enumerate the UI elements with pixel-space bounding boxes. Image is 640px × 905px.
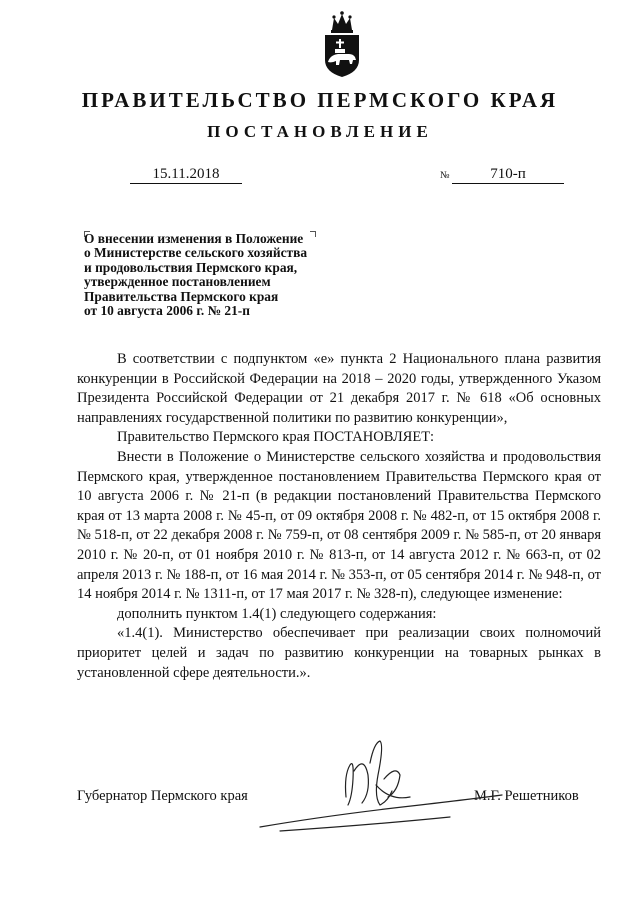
signatory-name: М.Г. Решетников [474,788,579,804]
body-paragraph-amendment: Внести в Положение о Министерстве сельского хозяйства и продовольствия Пермского края, утвержденное постановлением Правительства Пермского края от 10 августа 2006 г. № 21-п (в редакции постановлений Правительства Пермского края от 13 марта 2008 г. № 45-п, от 09 октября 2008 г. № 482-п, от 15 октября 2008 г. № 518-п, от 22 декабря 2008 г. № 759-п, от 08 сентября 2009 г. № 585-п, от 20 января 2010 г. № 20-п, от 01 ноября 2010 г. № 813-п, от 14 августа 2012 г. № 663-п, от 02 апреля 2013 г. № 188-п, от 16 мая 2014 г. № 353-п, от 05 сентября 2014 г. № 948-п, от 14 ноября 2014 г. № 1311-п, от 17 мая 2017 г. № 328-п), следующее изменение: [77,448,601,603]
government-title: ПРАВИТЕЛЬСТВО ПЕРМСКОГО КРАЯ [81,88,559,112]
subject-line: О внесении изменения в Положение [84,231,304,246]
subject-line: и продовольствия Пермского края, [84,259,298,275]
subject-line: от 10 августа 2006 г. № 21-п [84,303,250,319]
document-type: ПОСТАНОВЛЕНИЕ [207,122,433,141]
body-paragraph-addition: дополнить пунктом 1.4(1) следующего содержания: [117,605,437,622]
number-label: № [440,170,450,181]
subject-line: Правительства Пермского края [84,288,279,304]
document-subject [84,232,374,318]
signatory-position: Губернатор Пермского края [77,788,248,804]
body-paragraph-resolves: Правительство Пермского края ПОСТАНОВЛЯЕТ: [117,429,435,446]
body-paragraph-basis: В соответствии с подпунктом «е» пункта 2 Национального плана развития конкуренции в Российской Федерации на 2018 – 2020 годы, утвержденного Указом Президента Российской Федерации от 21 декабря 2017 г. № 618 «Об основных направлениях государственной политики по развитию конкуренции», [77,351,601,426]
handwritten-signature-icon [250,735,510,835]
body-paragraph-new-clause: «1.4(1). Министерство обеспечивает при реализации своих полномочий приоритет целей и задач по развитию конкуренции на товарных рынках в установленной сфере деятельности.». [77,625,601,681]
subject-line: утвержденное постановлением [84,274,271,290]
document-number: 710-п [452,165,564,184]
document-body [77,350,601,683]
perm-krai-coat-of-arms-icon [319,8,365,78]
subject-line: о Министерстве сельского хозяйства [84,245,308,261]
document-date: 15.11.2018 [130,165,242,184]
